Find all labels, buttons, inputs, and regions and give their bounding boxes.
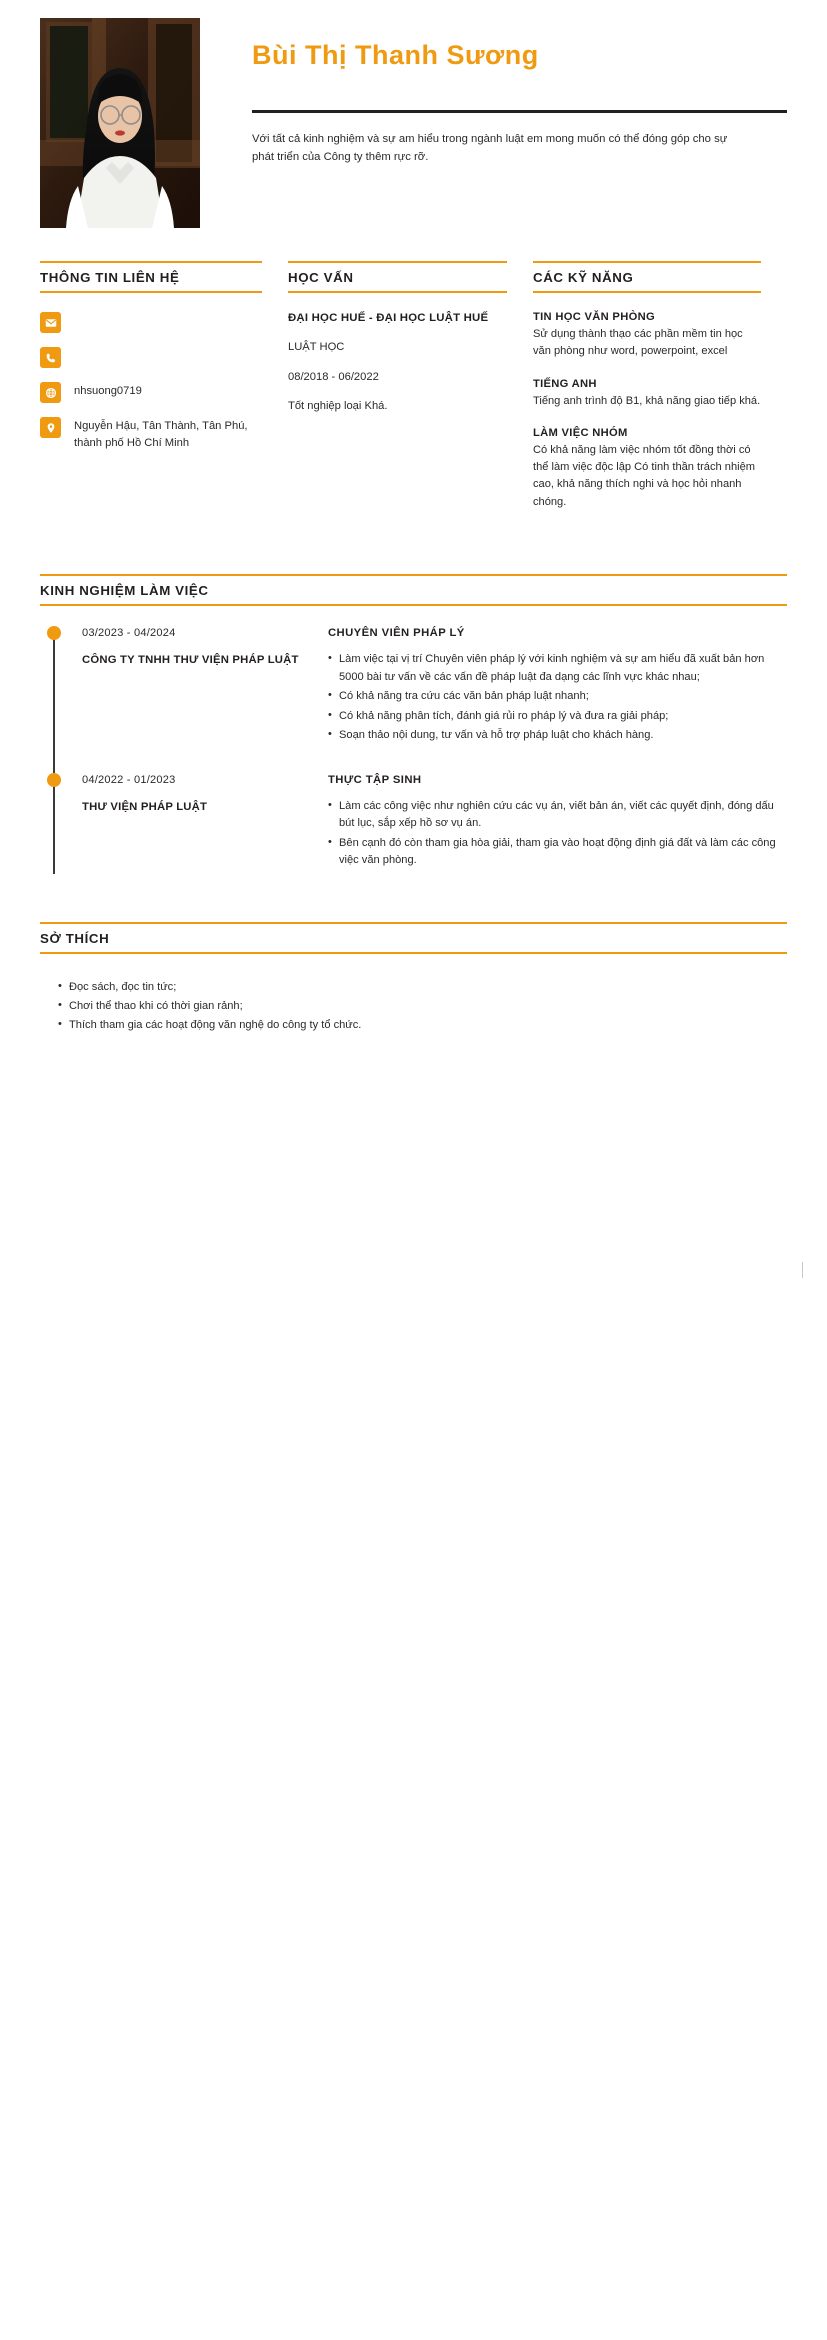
experience-entry — [40, 626, 787, 773]
skill-item — [533, 378, 761, 410]
experience-list — [40, 626, 787, 882]
experience-section — [0, 574, 827, 882]
experience-bullet: • Làm việc tại vị trí Chuyên viên pháp lý với kinh nghiệm và sự am hiểu đã xuất bản hơn 5000 bài tư vấn về các vấn đề pháp luật đa dạng các lĩnh vực khác nhau; — [328, 651, 787, 686]
experience-role: THỰC TẬP SINH — [328, 773, 422, 786]
experience-bullet: • Có khả năng phân tích, đánh giá rủi ro pháp lý và đưa ra giải pháp; — [328, 708, 787, 726]
page-edge-marker — [802, 1262, 803, 1278]
experience-bullet: • Bên cạnh đó còn tham gia hòa giải, tham gia vào hoạt động định giá đất và làm các công việc văn phòng. — [328, 835, 787, 870]
experience-meta — [64, 626, 328, 747]
contact-list — [40, 311, 262, 452]
skill-name: LÀM VIỆC NHÓM — [533, 426, 628, 439]
skills-section-header — [533, 261, 761, 293]
envelope-icon — [40, 312, 61, 333]
experience-date: 03/2023 - 04/2024 — [82, 627, 176, 640]
profile-photo — [40, 18, 200, 228]
timeline-line — [53, 632, 55, 773]
education-period: 08/2018 - 06/2022 — [288, 370, 379, 383]
experience-company: CÔNG TY TNHH THƯ VIỆN PHÁP LUẬT — [82, 654, 299, 667]
education-title: HỌC VẤN — [288, 270, 354, 285]
hobbies-list — [40, 972, 787, 1035]
hobby-item: • Thích tham gia các hoạt động văn nghệ do công ty tổ chức. — [58, 1016, 787, 1035]
experience-entry — [40, 773, 787, 882]
education-section — [288, 261, 533, 528]
contact-value-website: nhsuong0719 — [74, 385, 142, 397]
skills-title: CÁC KỸ NĂNG — [533, 270, 634, 285]
contact-item-email[interactable] — [40, 311, 262, 333]
experience-detail — [328, 773, 787, 872]
contact-item-address[interactable] — [40, 416, 262, 452]
hobbies-section — [0, 922, 827, 1035]
experience-bullet: • Có khả năng tra cứu các văn bản pháp luật nhanh; — [328, 688, 787, 706]
contact-item-phone[interactable] — [40, 346, 262, 368]
phone-icon — [40, 347, 61, 368]
experience-detail — [328, 626, 787, 747]
education-organization: ĐẠI HỌC HUẾ - ĐẠI HỌC LUẬT HUẾ — [288, 312, 489, 324]
skill-description: Tiếng anh trình độ B1, khả năng giao tiếp khá. — [533, 394, 761, 407]
experience-meta — [64, 773, 328, 872]
skill-name: TIN HỌC VĂN PHÒNG — [533, 311, 655, 323]
location-pin-icon — [40, 417, 61, 438]
experience-company: THƯ VIỆN PHÁP LUẬT — [82, 800, 208, 813]
education-section-header — [288, 261, 507, 293]
full-name: Bùi Thị Thanh Sương — [252, 40, 539, 70]
globe-icon — [40, 382, 61, 403]
cv-header — [0, 0, 827, 228]
hobbies-section-header — [40, 922, 787, 954]
contact-value-address: Nguyễn Hậu, Tân Thành, Tân Phú, thành phố Hồ Chí Minh — [74, 420, 248, 449]
hobbies-title: SỞ THÍCH — [40, 930, 110, 946]
header-text-block — [200, 18, 787, 167]
timeline-line — [53, 779, 55, 874]
experience-bullets — [328, 798, 787, 870]
experience-date: 04/2022 - 01/2023 — [82, 773, 176, 786]
experience-bullet: • Làm các công việc như nghiên cứu các vụ án, viết bản án, viết các quyết định, đóng dấu bút lục, sắp xếp hồ sơ vụ án. — [328, 798, 787, 833]
hobby-item: • Chơi thể thao khi có thời gian rảnh; — [58, 997, 787, 1016]
timeline-dot-icon — [47, 773, 61, 787]
contact-section-header — [40, 261, 262, 293]
education-entry — [288, 311, 507, 414]
experience-bullet: • Soạn thảo nội dung, tư vấn và hỗ trợ pháp luật cho khách hàng. — [328, 727, 787, 745]
skill-name: TIẾNG ANH — [533, 377, 597, 390]
contact-section — [40, 261, 288, 528]
timeline-dot-icon — [47, 626, 61, 640]
experience-role: CHUYÊN VIÊN PHÁP LÝ — [328, 627, 465, 640]
experience-title: KINH NGHIỆM LÀM VIỆC — [40, 583, 209, 599]
skill-description: Sử dụng thành thạo các phần mềm tin học văn phòng như word, powerpoint, excel — [533, 328, 743, 358]
skills-section — [533, 261, 787, 528]
experience-bullets — [328, 651, 787, 745]
skill-item — [533, 311, 761, 361]
hobby-item: • Đọc sách, đọc tin tức; — [58, 978, 787, 997]
skill-description: Có khả năng làm việc nhóm tốt đồng thời có thể làm việc độc lập Có tinh thần trách nhiệm cao, khả năng thích nghi và học hỏi nhanh chóng. — [533, 443, 755, 508]
contact-item-website[interactable] — [40, 381, 262, 403]
skill-item — [533, 427, 761, 511]
education-result: Tốt nghiệp loại Khá. — [288, 399, 388, 412]
experience-section-header — [40, 574, 787, 606]
header-divider — [252, 110, 787, 113]
info-band — [0, 228, 827, 528]
profile-summary: Với tất cả kinh nghiệm và sự am hiểu trong ngành luật em mong muốn có thể đóng góp cho sự phát triển của Công ty thêm rực rỡ. — [252, 133, 728, 164]
contact-title: THÔNG TIN LIÊN HỆ — [40, 270, 180, 285]
education-major: LUẬT HỌC — [288, 341, 345, 354]
